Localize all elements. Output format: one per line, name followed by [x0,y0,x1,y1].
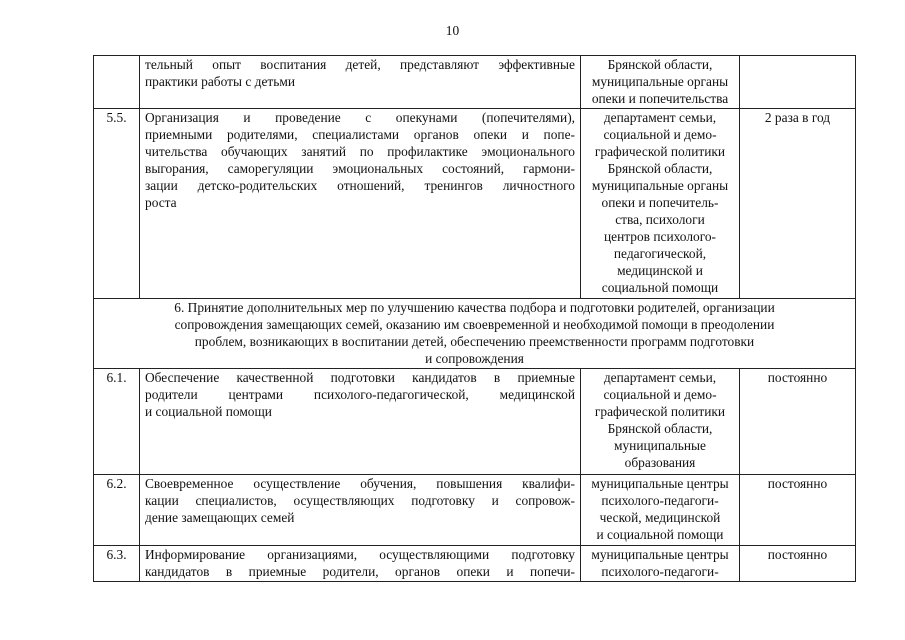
term-cell [740,56,856,109]
activity-text: Обеспечение качественной подготовки кандидатов в приемные родители центрами психолого-педагогической, медицинской и социальной помощи [140,369,581,475]
term-cell: постоянно [740,369,856,475]
activity-text: Информирование организациями, осуществляющими подготовку кандидатов в приемные родители, органов опеки и попечи- [140,546,581,582]
table-row [94,546,856,582]
responsible-cell: департамент семьи, социальной и демо- графической политики Брянской области, муниципальные органы опеки и попечитель- ства, психологи центров психолого- педагогической, медицинской и социальной помощи [581,109,740,299]
row-number: 6.1. [94,369,140,475]
responsible-cell: муниципальные центры психолого-педагоги- ческой, медицинской и социальной помощи [581,475,740,546]
table-row [94,369,856,475]
responsible-cell: муниципальные центры психолого-педагоги- [581,546,740,582]
term-cell: постоянно [740,546,856,582]
activity-text: тельный опыт воспитания детей, представляют эффективные практики работы с детьми [140,56,581,109]
table-row [94,475,856,546]
responsible-cell: Брянской области, муниципальные органы опеки и попечительства [581,56,740,109]
row-number: 5.5. [94,109,140,299]
responsible-cell: департамент семьи, социальной и демо- графической политики Брянской области, муниципальные образования [581,369,740,475]
table-row [94,109,856,299]
row-number: 6.3. [94,546,140,582]
activity-text: Организация и проведение с опекунами (попечителями), приемными родителями, специалистами органов опеки и попе- чительства обучающих занятий по профилактике эмоционального выгорания, саморегуляции эмоциональных состояний, гармони- зации детско-родительских отношений, тренингов личностного роста [140,109,581,299]
table-row [94,56,856,109]
action-plan-table [93,55,856,582]
term-cell: постоянно [740,475,856,546]
term-cell: 2 раза в год [740,109,856,299]
section-6-heading: 6. Принятие дополнительных мер по улучшению качества подбора и подготовки родителей, организации сопровождения замещающих семей, оказанию им своевременной и необходимой помощи в преодолении проблем, возникающих в воспитании детей, обеспечению преемственности программ подготовки и сопровождения [94,299,856,369]
section-heading-row [94,299,856,369]
row-number [94,56,140,109]
page-number: 10 [445,23,460,38]
row-number: 6.2. [94,475,140,546]
activity-text: Своевременное осуществление обучения, повышения квалифи- кации специалистов, осуществляющих подготовку и сопровож- дение замещающих семей [140,475,581,546]
